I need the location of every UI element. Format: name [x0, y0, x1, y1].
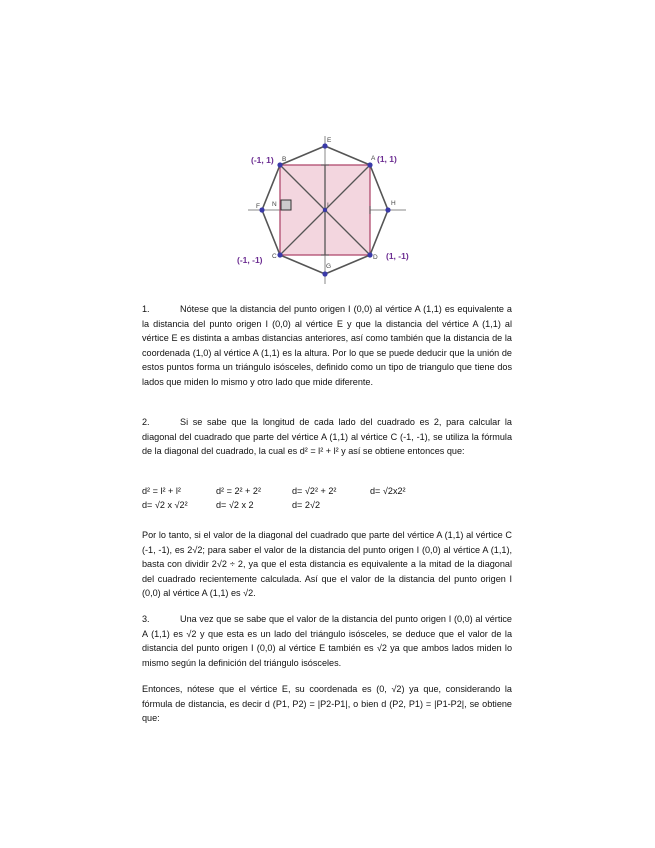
paragraph-3-text: Por lo tanto, si el valor de la diagonal del cuadrado que parte del vértice A (1,1) al vértice C (-1, -1), es 2√2; para saber el valor de la distancia del punto origen I (0,0) al vértice A (1,1), basta con dividir 2√2 ÷ 2, ya que el esta distancia es equivalente a la mitad de la diagonal del cuadrado recientemente calculada. Así que el valor de la distancia del punto origen I (0,0) al vértice A (1,1) es √2.	[142, 530, 512, 599]
label-a: A	[371, 155, 376, 162]
paragraph-5	[142, 682, 512, 726]
right-angle-marker	[281, 200, 291, 210]
point-a	[367, 162, 372, 167]
label-f: F	[256, 203, 260, 210]
coord-d: (1, -1)	[386, 251, 409, 261]
item-number-1: 1.	[142, 304, 150, 314]
formula: d= √2x2²	[370, 486, 406, 496]
paragraph-4-text: Una vez que se sabe que el valor de la distancia del punto origen I (0,0) al vértice A (1,1) es √2 y que esta es un lado del triángulo isósceles, se deduce que el valor de la distancia del punto origen I (0,0) al vértice E también es √2 ya que ambos lados miden lo mismo según la definición del triángulo isósceles.	[142, 614, 512, 668]
label-b: B	[282, 156, 287, 163]
formula: d= √2 x √2²	[142, 500, 188, 510]
formula: d= √2 x 2	[216, 500, 254, 510]
paragraph-2	[142, 415, 512, 459]
paragraph-1	[142, 302, 512, 390]
point-h	[385, 207, 390, 212]
point-g	[322, 271, 327, 276]
paragraph-1-text: Nótese que la distancia del punto origen I (0,0) al vértice A (1,1) es equivalente a la distancia del punto origen I (0,0) al vértice E y que la distancia del vértice A (1,1) al vértice E es distinta a ambas distancias anteriores, así como también que la distancia de la coordenada (1,0) al vértice A (1,1) es la altura. Por lo que se puede deducir que la unión de estos puntos forma un triángulo isósceles, definido como un tipo de triangulo que tiene dos lados que miden lo mismo y otro lado que mide diferente.	[142, 304, 512, 387]
formula: d= 2√2	[292, 500, 321, 510]
coord-c: (-1, -1)	[237, 255, 263, 265]
octagon-svg	[230, 128, 420, 288]
octagon-diagram	[230, 128, 420, 288]
formula: d² = l² + l²	[142, 486, 181, 496]
label-h: H	[391, 200, 396, 207]
label-e: E	[327, 137, 332, 144]
point-d	[367, 252, 372, 257]
point-b	[277, 162, 282, 167]
paragraph-2-text: Si se sabe que la longitud de cada lado del cuadrado es 2, para calcular la diagonal del cuadrado que parte del vértice A (1,1) al vértice C (-1, -1), se utiliza la fórmula de la diagonal del cuadrado, la cual es d² = l² + l² y así se obtiene entonces que:	[142, 417, 512, 457]
item-number-2: 2.	[142, 417, 150, 427]
point-c	[277, 252, 282, 257]
formula: d= √2² + 2²	[292, 486, 337, 496]
coord-a: (1, 1)	[377, 154, 397, 164]
label-g: G	[326, 263, 332, 270]
item-number-3: 3.	[142, 614, 150, 624]
paragraph-5-text: Entonces, nótese que el vértice E, su coordenada es (0, √2) ya que, considerando la fórmula de distancia, es decir d (P1, P2) = |P2-P1|, o bien d (P2, P1) = |P1-P2|, se obtiene que:	[142, 684, 512, 724]
label-c: C	[272, 253, 277, 260]
formula: d² = 2² + 2²	[216, 486, 261, 496]
paragraph-4	[142, 612, 512, 670]
paragraph-3	[142, 528, 512, 601]
coord-b: (-1, 1)	[251, 155, 274, 165]
label-n: N	[272, 201, 277, 208]
point-f	[259, 207, 264, 212]
label-d: D	[373, 254, 378, 261]
point-e	[322, 143, 327, 148]
label-i: I	[327, 202, 329, 209]
